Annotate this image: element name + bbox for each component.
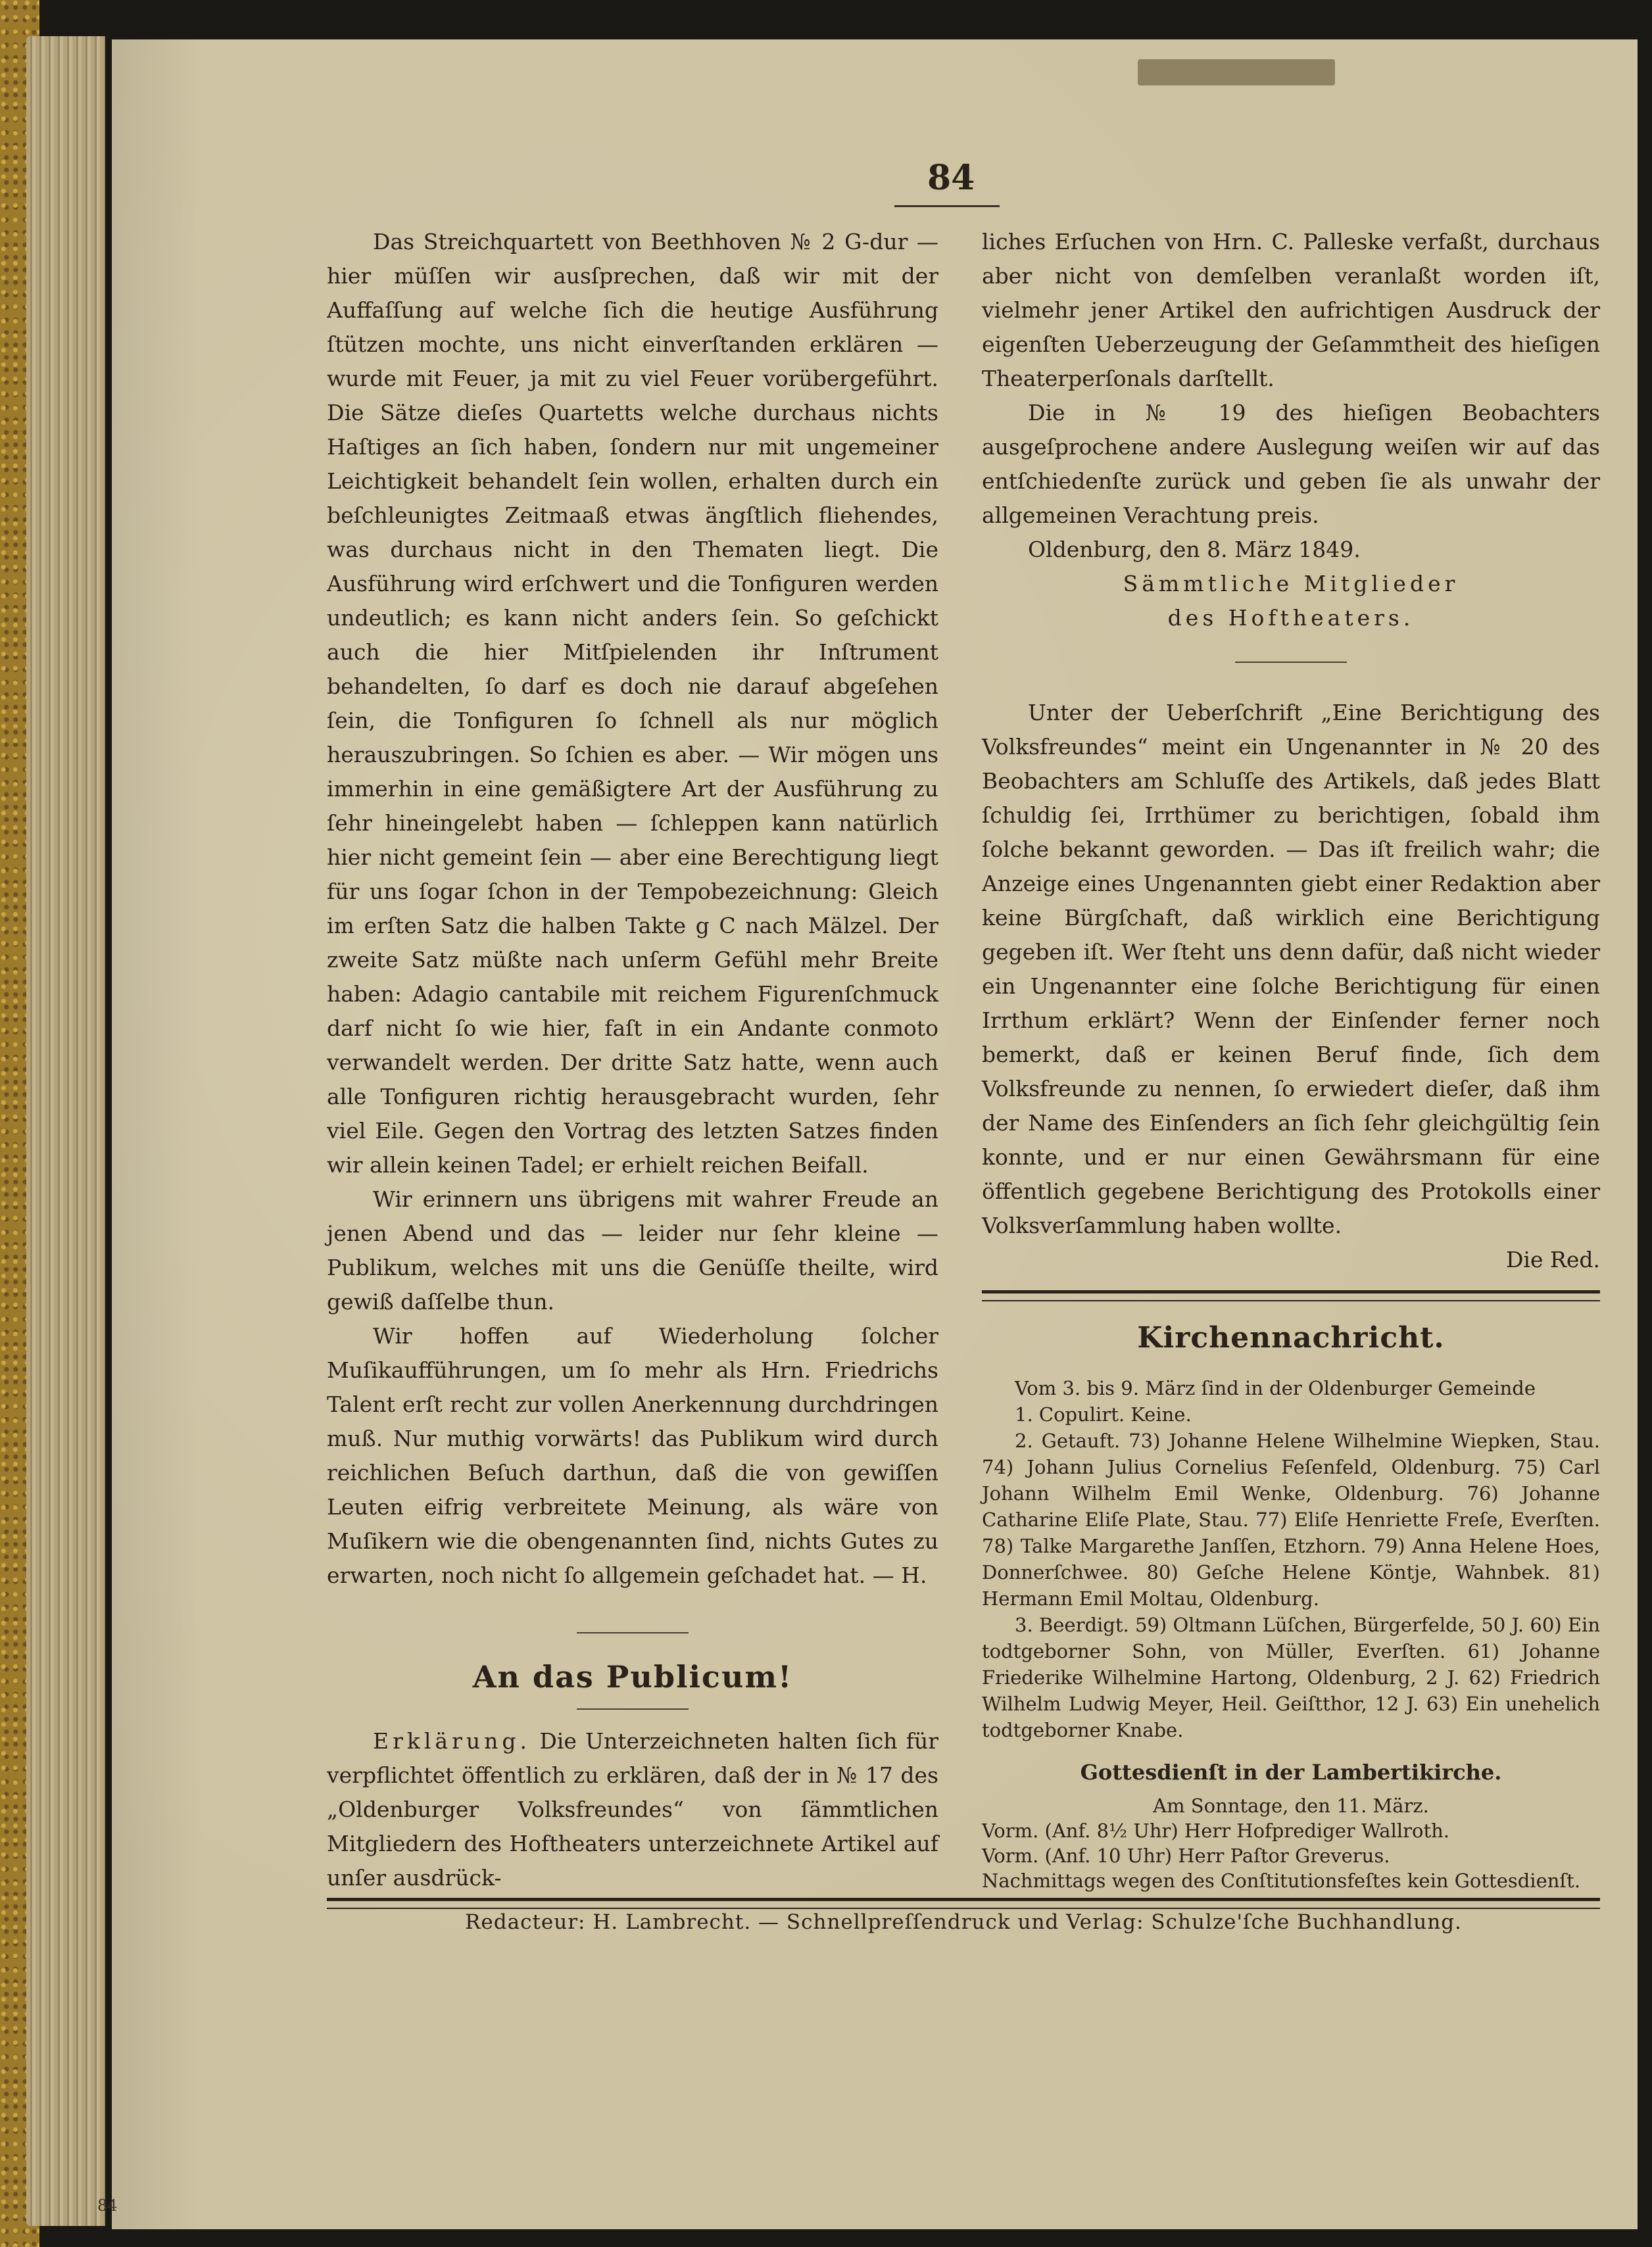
church-news-heading: Kirchennachricht.	[1137, 1321, 1445, 1355]
separator-rule	[577, 1632, 689, 1633]
article-paragraph: Wir hoffen auf Wiederholung ſolcher Muſikaufführungen, um ſo mehr als Hrn. Friedrichs Talent erſt recht zur vollen Anerkennung durchdringen muß. Nur muthig vorwärts! das Publikum wird durch reichlichen Beſuch darthun, daß die von gewiſſen Leuten eifrig verbreitete Meinung, als wäre von Muſikern wie die obengenannten ſind, nichts Gutes zu erwarten, noch nicht ſo allgemein geſchadet hat. — H.	[327, 1323, 938, 1588]
church-baptisms: 2. Getauft. 73) Johanne Helene Wilhelmine Wiepken, Stau. 74) Johann Julius Cornelius Feſenfeld, Oldenburg. 75) Carl Johann Wilhelm Emil Wenke, Oldenburg. 76) Johanne Catharine Eliſe Plate, Stau. 77) Eliſe Henriette Freſe, Everſten. 78) Talke Margarethe Janſſen, Etzhorn. 79) Anna Helene Hoes, Donnerſchwee. 80) Geſche Helene Köntje, Wahnbek. 81) Hermann Emil Moltau, Oldenburg.	[982, 1430, 1600, 1610]
separator-rule	[577, 1708, 689, 1710]
section-heading: An das Publicum!	[472, 1659, 793, 1695]
double-rule	[982, 1290, 1600, 1301]
church-news-body	[982, 1375, 1600, 1743]
article-paragraph: Das Streichquartett von Beethhoven № 2 G-dur — hier müſſen wir ausſprechen, daß wir mit der Auffaſſung auf welche ſich die heutige Ausführung ſtützen mochte, uns nicht einverſtanden erklären — wurde mit Feuer, ja mit zu viel Feuer vorübergeführt. Die Sätze dieſes Quartetts welche durchaus nichts Haſtiges an ſich haben, ſondern nur mit ungemeiner Leichtigkeit behandelt ſein wollen, erhalten durch ein beſchleunigtes Zeitmaaß etwas ängſtlich fliehendes, was durchaus nicht in den Thematen liegt. Die Ausführung wird erſchwert und die Tonfiguren werden undeutlich; es kann nicht anders ſein. So geſchickt auch die hier Mitſpielenden ihr Inſtrument behandelten, ſo darf es doch nie darauf abgeſehen ſein, die Tonfiguren ſo ſchnell als nur möglich herauszubringen. So ſchien es aber. — Wir mögen uns immerhin in eine gemäßigtere Art der Ausführung zu ſehr hineingelebt haben — ſchleppen kann natürlich hier nicht gemeint ſein — aber eine Berechtigung liegt für uns ſogar ſchon in der Tempobezeichnung: Gleich im erſten Satz die halben Takte g C nach Mälzel. Der zweite Satz müßte nach unſerm Gefühl mehr Breite haben: Adagio cantabile mit reichem Figurenſchmuck darf nicht ſo wie hier, faſt in ein Andante conmoto verwandelt werden. Der dritte Satz hatte, wenn auch alle Tonfiguren richtig herausgebracht wurden, ſehr viel Eile. Gegen den Vortrag des letzten Satzes finden wir allein keinen Tadel; er erhielt reichen Beifall.	[327, 229, 938, 1178]
torn-paper-strip	[1138, 59, 1335, 85]
editorial-note: Unter der Ueberſchrift „Eine Berichtigung des Volksfreundes“ meint ein Ungenannter in № 20 des Beobachters am Schluſſe des Artikels, daß jedes Blatt ſchuldig ſei, Irrthümer zu berichtigen, ſobald ihm ſolche bekannt geworden. — Das iſt freilich wahr; die Anzeige eines Ungenannten giebt einer Redaktion aber keine Bürgſchaft, daß wirklich eine Berichtigung gegeben iſt. Wer ſteht uns denn dafür, daß nicht wieder ein Ungenannter eine ſolche Berichtigung für einen Irrthum erklärt? Wenn der Einſender ferner noch bemerkt, daß er keinen Beruf finde, ſich dem Volksfreunde zu nennen, ſo erwiedert dieſer, daß ihm der Name des Einſenders an ſich ſehr gleichgültig ſein konnte, und er nur einen Gewährsmann für eine öffentlich gegebene Berichtigung des Protokolls einer Volksverſammlung haben wollte.	[982, 700, 1600, 1238]
declaration-paragraph-2: Die in № 19 des hieſigen Beobachters ausgeſprochene andere Auslegung weiſen wir auf das entſchiedenſte zurück und geben ſie als unwahr der allgemeinen Verachtung preis.	[982, 400, 1600, 528]
declaration-paragraph	[327, 1724, 938, 1895]
service-line: Vorm. (Anf. 8½ Uhr) Herr Hofprediger Wallroth.	[982, 1820, 1450, 1842]
service-line: Nachmittags wegen des Conſtitutionsfeſtes kein Gottesdienſt.	[982, 1870, 1581, 1892]
declaration-continuation: liches Erſuchen von Hrn. C. Palleske verfaßt, durchaus aber nicht von demſelben veranlaßt worden iſt, vielmehr jener Artikel den aufrichtigen Ausdruck der eigenſten Ueberzeugung der Geſammtheit des hieſigen Theaterperſonals darſtellt.	[982, 229, 1600, 391]
page-number-rule	[894, 205, 1000, 207]
service-line: Vorm. (Anf. 10 Uhr) Herr Paſtor Greverus.	[982, 1845, 1390, 1867]
signature-line: des Hoftheaters.	[1167, 605, 1415, 631]
service-date: Am Sonntage, den 11. März.	[1153, 1795, 1429, 1817]
service-heading: Gottesdienſt in der Lambertikirche.	[1080, 1760, 1502, 1785]
left-column	[327, 225, 938, 1895]
page-number: 84	[927, 158, 975, 198]
imprint-footer: Redacteur: H. Lambrecht. — Schnellpreſſendruck und Verlag: Schulze'ſche Buchhandlung.	[465, 1910, 1462, 1934]
footer-rule	[327, 1898, 1600, 1909]
declaration-text: Die Unterzeichneten halten ſich für verpflichtet öffentlich zu erklären, daß der in № 17 des „Oldenburger Volksfreundes“ von ſämmtlichen Mitgliedern des Hoftheaters unterzeichnete Artikel auf unſer ausdrück-	[327, 1728, 938, 1891]
separator-rule	[1235, 662, 1347, 663]
church-marriages: 1. Copulirt. Keine.	[1015, 1403, 1192, 1426]
right-column	[982, 225, 1600, 1893]
article-paragraph: Wir erinnern uns übrigens mit wahrer Freude an jenen Abend und das — leider nur ſehr kleine — Publikum, welches mit uns die Genüſſe theilte, wird gewiß daſſelbe thun.	[327, 1186, 938, 1315]
page-stack-edge	[26, 36, 105, 2226]
edge-page-number: 84	[97, 2196, 118, 2215]
editorial-signature: Die Red.	[1505, 1247, 1600, 1272]
signature-line: Sämmtliche Mitglieder	[1123, 571, 1459, 596]
declaration-label: Erklärung.	[373, 1728, 531, 1754]
church-intro: Vom 3. bis 9. März ſind in der Oldenburger Gemeinde	[1015, 1377, 1536, 1399]
church-burials: 3. Beerdigt. 59) Oltmann Lüſchen, Bürgerfelde, 50 J. 60) Ein todtgeborner Sohn, von Müller, Everſten. 61) Johanne Friederike Wilhelmine Hartong, Oldenburg, 2 J. 62) Friedrich Wilhelm Ludwig Meyer, Heil. Geiſtthor, 12 J. 63) Ein unehelich todtgeborner Knabe.	[982, 1614, 1600, 1741]
dateline: Oldenburg, den 8. März 1849.	[1028, 537, 1361, 562]
